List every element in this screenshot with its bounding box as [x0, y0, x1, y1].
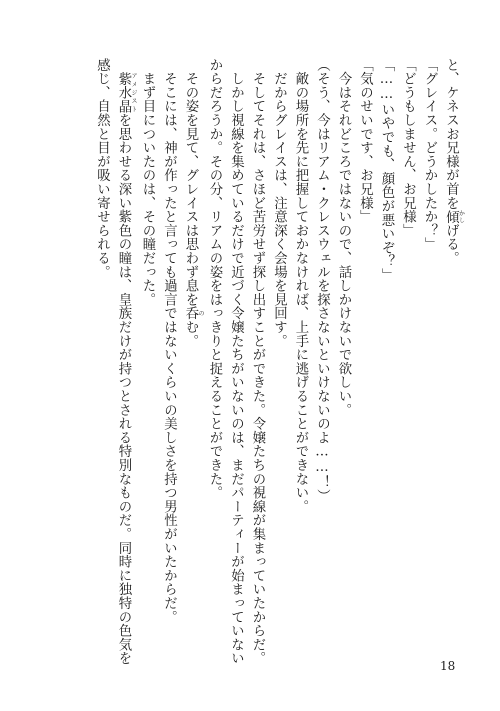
- text-line: 「グレイス。どうかしたか？」: [422, 58, 437, 252]
- page-number: 18: [440, 659, 456, 673]
- text-line: からだろうか。その分、リアムの姿をはっきりと捉えることができた。: [207, 58, 222, 500]
- text-line: と、ケネスお兄様が首を傾 かしげる。: [443, 58, 465, 266]
- text-line: （そう、今はリアム・クレスウェルを探さないといけないのよ……！）: [314, 58, 330, 503]
- text-line: 紫水晶 アメジストを思わせる深い紫色の瞳は、皇族だけが持つとされる特別なものだ。同時に独特の色気を: [116, 71, 137, 666]
- text-line: 感じ、自然と目が吸い寄せられる。: [94, 58, 110, 279]
- text-line: 敵の場所を先に把握しておかなければ、上手に逃げることができない。: [293, 58, 308, 514]
- text-line: しかし視線を集めているだけで近づく令嬢たちがいないのは、まだパーティーが始まっていない: [228, 58, 244, 666]
- text-line: そしてそれは、さほど苦労せず探し出すことができた。令嬢たちの視線が集まっていたからだ。: [250, 58, 265, 666]
- text-line: だからグレイスは、注意深く会場を見回す。: [271, 58, 287, 348]
- text-line: まず目についたのは、その瞳だった。: [140, 58, 155, 307]
- text-line: その姿を見て、グレイスは思わず息を呑 のむ。: [183, 58, 204, 348]
- text-line: 「気のせいです、お兄様」: [357, 58, 373, 224]
- text-line: 今はそれどころではないので、話しかけないで欲しい。: [336, 58, 351, 417]
- text-line: 「……いやでも、顔色が悪いぞ？」: [379, 58, 394, 282]
- text-line: そこには、神が作ったと言っても過言ではないくらいの美しさを持つ男性がいたからだ。: [161, 58, 177, 624]
- text-line: 「どうもしません、お兄様」: [400, 58, 416, 238]
